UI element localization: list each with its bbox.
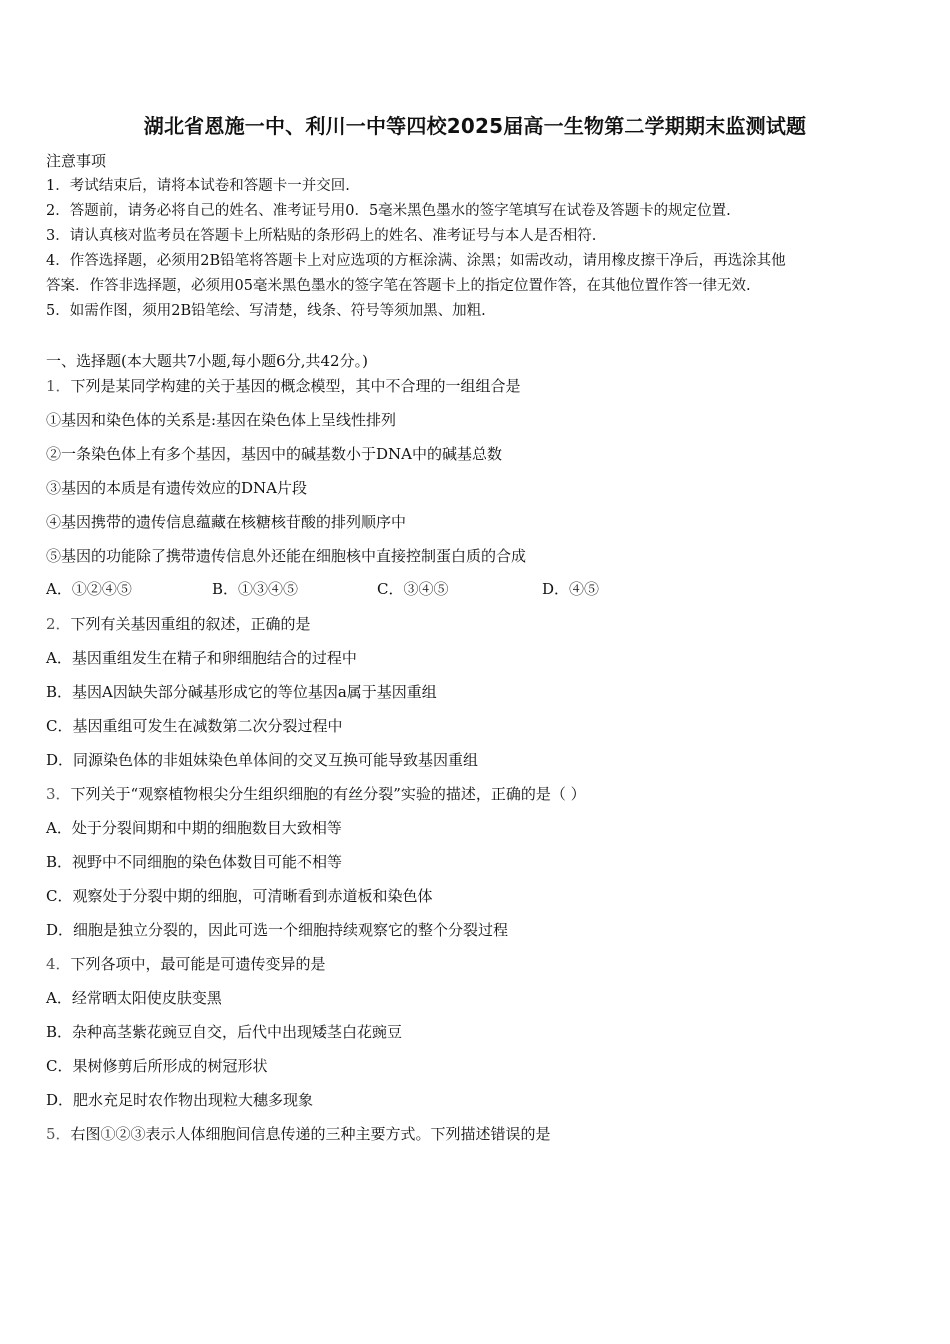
option-c[interactable]: C．③④⑤ bbox=[377, 580, 449, 598]
statement-2: ②一条染色体上有多个基因，基因中的碱基数小于DNA中的碱基总数 bbox=[46, 445, 502, 463]
notice-item-2: 2．答题前，请务必将自己的姓名、准考证号用0．5毫米黑色墨水的签字笔填写在试卷及答题卡的规定位置. bbox=[46, 203, 731, 219]
option-a[interactable]: A．基因重组发生在精子和卵细胞结合的过程中 bbox=[46, 649, 357, 667]
question-number: 4． bbox=[46, 955, 71, 973]
notice-heading: 注意事项 bbox=[46, 152, 107, 170]
question-5 bbox=[46, 1124, 551, 1144]
question-2 bbox=[46, 614, 311, 634]
option-d[interactable]: D．细胞是独立分裂的，因此可选一个细胞持续观察它的整个分裂过程 bbox=[46, 921, 509, 939]
question-number: 3． bbox=[46, 785, 71, 803]
notice-item-5: 5．如需作图，须用2B铅笔绘、写清楚，线条、符号等须加黑、加粗. bbox=[46, 303, 486, 319]
question-text: 下列有关基因重组的叙述，正确的是 bbox=[70, 615, 311, 633]
question-number: 1． bbox=[46, 377, 71, 395]
option-a[interactable]: A．处于分裂间期和中期的细胞数目大致相等 bbox=[46, 819, 342, 837]
option-a[interactable]: A．①②④⑤ bbox=[46, 580, 132, 598]
statement-3: ③基因的本质是有遗传效应的DNA片段 bbox=[46, 479, 307, 497]
question-4 bbox=[46, 954, 326, 974]
option-d[interactable]: D．肥水充足时农作物出现粒大穗多现象 bbox=[46, 1091, 314, 1109]
question-3 bbox=[46, 784, 586, 804]
question-1 bbox=[46, 376, 521, 396]
option-b[interactable]: B．视野中不同细胞的染色体数目可能不相等 bbox=[46, 853, 343, 871]
question-text: 下列关于“观察植物根尖分生组织细胞的有丝分裂”实验的描述，正确的是（ ） bbox=[70, 785, 586, 803]
option-b[interactable]: B．基因A因缺失部分碱基形成它的等位基因a属于基因重组 bbox=[46, 683, 437, 701]
option-d[interactable]: D．④⑤ bbox=[542, 580, 600, 598]
notice-item-1: 1．考试结束后，请将本试卷和答题卡一并交回. bbox=[46, 178, 350, 194]
option-c[interactable]: C．基因重组可发生在减数第二次分裂过程中 bbox=[46, 717, 343, 735]
notice-item-4-cont: 答案．作答非选择题，必须用05毫米黑色墨水的签字笔在答题卡上的指定位置作答，在其他位置作答一律无效. bbox=[46, 278, 751, 294]
question-text: 右图①②③表示人体细胞间信息传递的三种主要方式。下列描述错误的是 bbox=[70, 1125, 551, 1143]
statement-1: ①基因和染色体的关系是:基因在染色体上呈线性排列 bbox=[46, 411, 397, 429]
option-d[interactable]: D．同源染色体的非姐妹染色单体间的交叉互换可能导致基因重组 bbox=[46, 751, 479, 769]
option-c[interactable]: C．观察处于分裂中期的细胞，可清晰看到赤道板和染色体 bbox=[46, 887, 433, 905]
option-b[interactable]: B．①③④⑤ bbox=[212, 580, 299, 598]
notice-item-3: 3．请认真核对监考员在答题卡上所粘贴的条形码上的姓名、准考证号与本人是否相符. bbox=[46, 228, 597, 244]
page-title: 湖北省恩施一中、利川一中等四校2025届高一生物第二学期期末监测试题 bbox=[143, 114, 807, 138]
statement-5: ⑤基因的功能除了携带遗传信息外还能在细胞核中直接控制蛋白质的合成 bbox=[46, 547, 527, 565]
notice-item-4: 4．作答选择题，必须用2B铅笔将答题卡上对应选项的方框涂满、涂黑；如需改动，请用橡皮擦干净后，再选涂其他 bbox=[46, 253, 786, 269]
question-text: 下列各项中，最可能是可遗传变异的是 bbox=[70, 955, 326, 973]
question-1-options bbox=[46, 578, 746, 600]
section-heading: 一、选择题(本大题共7小题,每小题6分,共42分。) bbox=[46, 352, 368, 370]
statement-4: ④基因携带的遗传信息蕴藏在核糖核苷酸的排列顺序中 bbox=[46, 513, 407, 531]
question-number: 5． bbox=[46, 1125, 71, 1143]
question-text: 下列是某同学构建的关于基因的概念模型，其中不合理的一组组合是 bbox=[70, 377, 521, 395]
question-number: 2． bbox=[46, 615, 71, 633]
option-a[interactable]: A．经常晒太阳使皮肤变黑 bbox=[46, 989, 222, 1007]
option-b[interactable]: B．杂种高茎紫花豌豆自交，后代中出现矮茎白花豌豆 bbox=[46, 1023, 403, 1041]
option-c[interactable]: C．果树修剪后所形成的树冠形状 bbox=[46, 1057, 268, 1075]
